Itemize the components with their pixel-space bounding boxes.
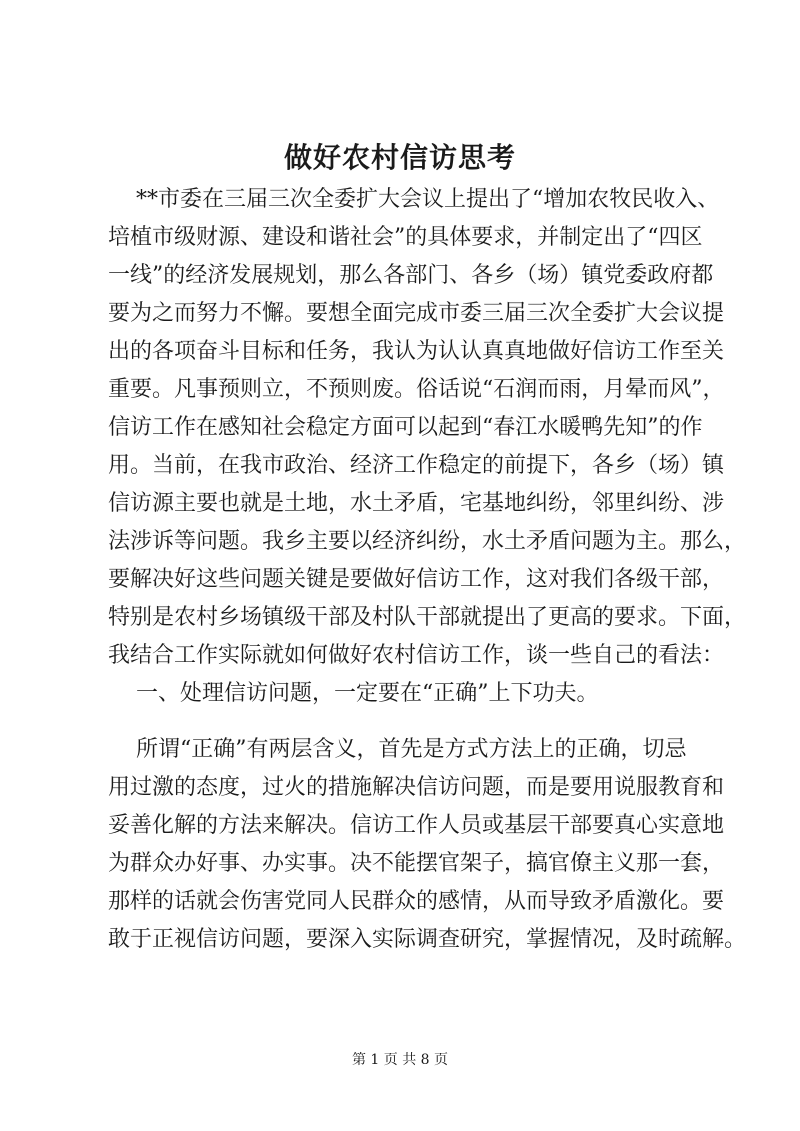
body-line: 妥善化解的方法来解决。信访工作人员或基层干部要真心实意地 — [108, 813, 725, 838]
body-line: 要为之而努力不懈。要想全面完成市委三届三次全委扩大会议提 — [108, 301, 725, 326]
body-line: 法涉诉等问题。我乡主要以经济纠纷，水土矛盾问题为主。那么， — [108, 529, 747, 554]
body-line: 信访源主要也就是土地，水土矛盾，宅基地纠纷，邻里纠纷、涉 — [108, 491, 725, 516]
body-line: 信访工作在感知社会稳定方面可以起到“春江水暖鸭先知”的作 — [108, 415, 703, 440]
section-heading: 一、处理信访问题，一定要在“正确”上下功夫。 — [108, 681, 599, 706]
body-line: 要解决好这些问题关键是要做好信访工作，这对我们各级干部， — [108, 567, 725, 592]
body-line: 敢于正视信访问题，要深入实际调查研究，掌握情况，及时疏解。 — [108, 927, 747, 952]
body-line: 培植市级财源、建设和谐社会”的具体要求，并制定出了“四区 — [108, 225, 703, 250]
body-line: 所谓“正确”有两层含义，首先是方式方法上的正确，切忌 — [108, 737, 687, 762]
body-line: 用过激的态度，过火的措施解决信访问题，而是要用说服教育和 — [108, 775, 725, 800]
body-line: 特别是农村乡场镇级干部及村队干部就提出了更高的要求。下面， — [108, 605, 747, 630]
body-line: 重要。凡事预则立，不预则废。俗话说“石润而雨，月晕而风”， — [108, 377, 725, 402]
body-line: 我结合工作实际就如何做好农村信访工作，谈一些自己的看法： — [108, 643, 725, 668]
body-line: 出的各项奋斗目标和任务，我认为认认真真地做好信访工作至关 — [108, 339, 725, 364]
body-line: 用。当前，在我市政治、经济工作稳定的前提下，各乡（场）镇 — [108, 453, 725, 478]
body-line: 为群众办好事、办实事。决不能摆官架子，搞官僚主义那一套， — [108, 851, 725, 876]
page-number: 第 1 页 共 8 页 — [351, 1052, 449, 1068]
body-line: **市委在三届三次全委扩大会议上提出了“增加农牧民收入、 — [108, 187, 720, 212]
body-line: 那样的话就会伤害党同人民群众的感情，从而导致矛盾激化。要 — [108, 889, 725, 914]
document-title: 做好农村信访思考 — [283, 141, 516, 174]
body-line: 一线”的经济发展规划，那么各部门、各乡（场）镇党委政府都 — [108, 263, 714, 288]
